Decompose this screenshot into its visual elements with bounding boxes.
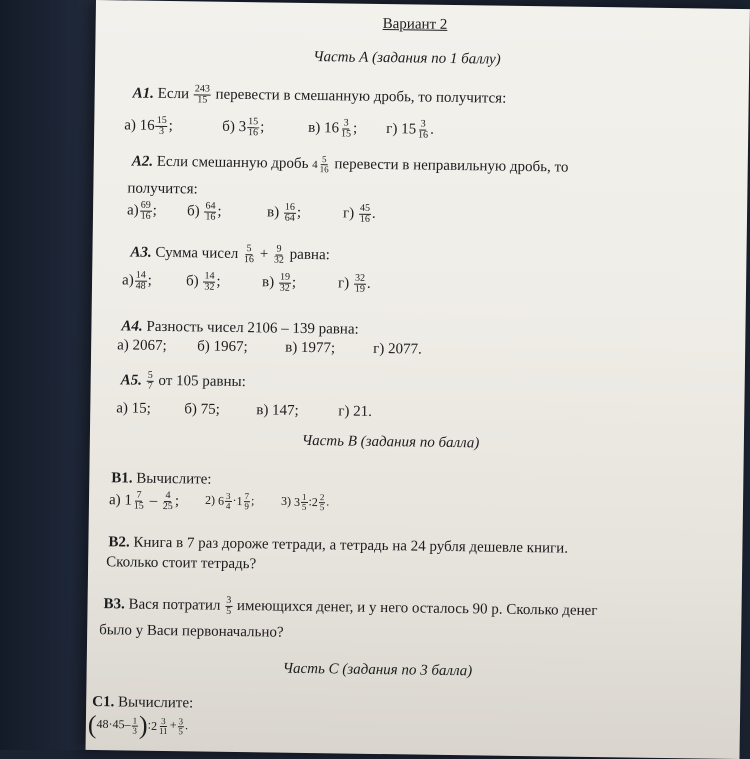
option-v: в) 147;	[256, 402, 299, 419]
part-b-heading: Часть В (задания по балла)	[301, 432, 480, 452]
question-a2	[132, 153, 569, 178]
question-a2-line2: получится:	[127, 180, 198, 198]
question-text: Книга в 7 раз дороже тетради, а тетрадь на 24 рубля дешевле книги.	[133, 534, 569, 557]
option-b: б) $\frac{14}{32}$ ;	[185, 270, 221, 293]
question-a4	[121, 318, 359, 338]
question-text: Вычислите:	[117, 694, 194, 712]
question-a1	[133, 84, 507, 110]
part-c-heading: Часть С (задания по 3 балла)	[282, 660, 473, 680]
question-text: от 105 равны:	[158, 372, 246, 391]
expression-3: 3) 3 1 5 : 2 2 5 .	[280, 491, 330, 513]
question-label: В2.	[108, 534, 130, 551]
question-text: Сумма чисел	[155, 244, 239, 262]
fraction: $\frac{5}{7}$	[147, 369, 153, 392]
option-a: а) $\frac{69}{16}$ ;	[126, 199, 158, 222]
question-label: В3.	[103, 596, 125, 613]
option-g: г) 2077.	[373, 340, 422, 358]
question-text: перевести в смешанную дробь, то получится:	[215, 86, 507, 107]
question-label: В1.	[111, 470, 133, 487]
answer-options-a1	[124, 114, 464, 141]
option-b: б) 75;	[184, 401, 220, 418]
question-b2-line2: Сколько стоит тетрадь?	[106, 554, 257, 573]
option-v: в) 16 3 15 ;	[308, 117, 358, 140]
fraction: $\frac{243}{15}$	[194, 83, 210, 106]
option-g: г) $\frac{32}{19}$ .	[337, 272, 371, 295]
option-b: б) 1967;	[197, 338, 248, 356]
question-label: А4.	[121, 318, 143, 335]
option-v: в) $\frac{16}{64}$ ;	[266, 201, 302, 224]
fraction: $\frac{9}{32}$	[273, 243, 284, 266]
worksheet-paper	[86, 0, 750, 759]
question-text: перевести в неправильную дробь, то	[334, 156, 569, 176]
question-text: Если	[157, 85, 190, 103]
option-a: а) 16 15 3 ;	[124, 114, 173, 137]
fraction: $\frac{3}{5}$	[226, 594, 232, 617]
question-b3-line2: было у Васи первоначально?	[99, 622, 284, 641]
question-label: А2.	[131, 153, 154, 170]
option-g: г) 21.	[338, 403, 373, 420]
question-text: Если смешанную дробь	[156, 153, 309, 172]
mixed-number: 4 5 16	[312, 154, 329, 175]
part-a-heading: Часть А (задания по 1 баллу)	[313, 49, 501, 68]
option-g: г) $\frac{45}{16}$ .	[342, 202, 376, 225]
question-a3: А3. Сумма чисел $\frac{5}{16}$ + $\frac{9}{32}$ равна:	[130, 243, 330, 266]
expression-2: 2) 6 3 4 · 1 7 9 ;	[204, 490, 255, 512]
option-b: б) $\frac{64}{16}$ ;	[186, 200, 222, 223]
question-label: А1.	[132, 85, 155, 102]
option-g: г) 15 3 16 .	[386, 118, 434, 141]
question-text: Вася потратил	[128, 596, 221, 614]
variant-title: Вариант 2	[382, 16, 448, 33]
option-a: а) 15;	[116, 400, 151, 417]
question-text: Вычислите:	[136, 470, 212, 488]
option-a: а) $\frac{14}{48}$ ;	[121, 269, 153, 292]
expression-1: а) 1 7 15 – $\frac{4}{25}$ ;	[108, 489, 180, 513]
c1-expression: (48·45– $\frac{1}{3}$ ): 2 3 11 + $\frac{3}{5}$ .	[87, 709, 189, 740]
question-text: равна:	[289, 246, 330, 264]
question-b2	[108, 534, 568, 557]
option-v: в) 1977;	[285, 339, 336, 357]
question-c1	[92, 694, 193, 712]
question-label: А5.	[120, 372, 143, 389]
question-label: А3.	[130, 244, 152, 261]
answer-options-a5	[116, 400, 396, 420]
b1-expressions	[109, 490, 429, 530]
question-b3	[103, 594, 597, 622]
question-b1	[111, 470, 211, 488]
option-b: б) 3 15 16 ;	[222, 116, 265, 139]
fraction: $\frac{5}{16}$	[243, 243, 255, 266]
question-text: Разность чисел 2106 – 139 равна:	[146, 318, 359, 338]
option-a: а) 2067;	[117, 337, 167, 355]
question-label: С1.	[92, 694, 115, 711]
answer-options-a3	[121, 269, 422, 295]
question-a5	[121, 370, 246, 393]
question-text: имеющихся денег, и у него осталось 90 р. Сколько денег	[236, 597, 598, 619]
answer-options-a2	[126, 199, 427, 225]
option-v: в) $\frac{19}{32}$ ;	[261, 271, 297, 294]
answer-options-a4	[117, 337, 437, 358]
